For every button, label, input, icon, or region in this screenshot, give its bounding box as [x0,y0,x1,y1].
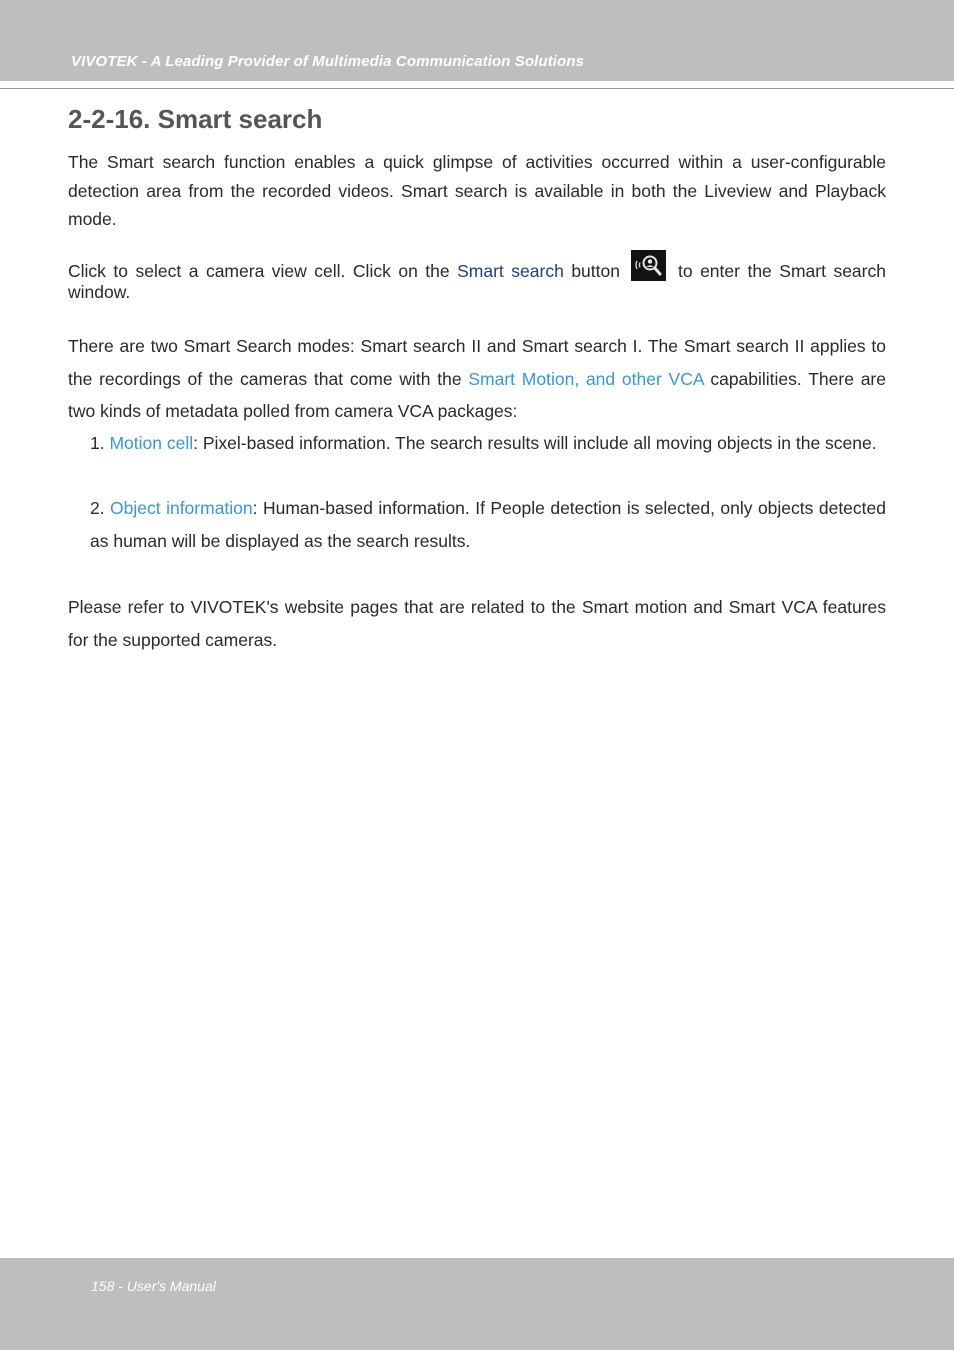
list-number: 1. [90,433,110,453]
modes-paragraph [68,330,886,428]
header-text: VIVOTEK - A Leading Provider of Multimedia Communication Solutions [71,53,585,70]
section-title: 2-2-16. Smart search [68,104,323,134]
smart-search-icon [631,250,666,281]
smart-motion-vca-link[interactable]: Smart Motion, and other VCA [468,368,704,389]
list-text: : Human-based information. If People detection is selected, only objects detected as human will be displayed as the search results. [90,498,886,551]
list-item [90,427,886,460]
reference-paragraph: Please refer to VIVOTEK's website pages that are related to the Smart motion and Smart VCA features for the supported cameras. [68,597,886,650]
header-rule [0,88,954,89]
object-information-link[interactable]: Object information [110,498,253,518]
smart-search-button[interactable] [631,250,666,281]
intro-paragraph: The Smart search function enables a quick glimpse of activities occurred within a user-configurable detection area from the recorded videos. Smart search is available in both the Liveview and Playback mode. [68,152,886,229]
instruction-paragraph [68,250,886,303]
instruction-text-before: Click to select a camera view cell. Click on the [68,261,458,281]
instruction-text-after: to enter the Smart search window. [68,261,886,302]
instruction-text-middle: button [563,261,628,281]
page-number: 158 - User's Manual [91,1278,216,1294]
list-number: 2. [90,498,111,518]
list-text: : Pixel-based information. The search results will include all moving objects in the scene. [193,433,877,453]
modes-text-before: There are two Smart Search modes: Smart search II and Smart search I. The Smart search II applies to the recordings of the cameras that come with the [68,336,886,389]
page-header [0,0,954,81]
smart-search-link[interactable]: Smart search [457,261,564,281]
modes-text-after: capabilities. There are two kinds of metadata polled from camera VCA packages: [68,368,886,421]
list-item [90,492,886,557]
page-footer [0,1258,954,1350]
motion-cell-link[interactable]: Motion cell [109,433,194,453]
